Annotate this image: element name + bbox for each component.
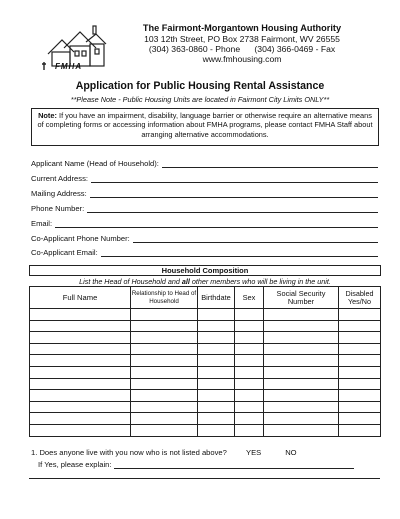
field-label: Co-Applicant Email: — [31, 248, 98, 257]
table-cell[interactable] — [30, 355, 131, 367]
table-row — [30, 378, 381, 390]
table-cell[interactable] — [264, 424, 339, 436]
table-cell[interactable] — [30, 378, 131, 390]
table-row — [30, 413, 381, 425]
logo-text: FMHA — [55, 62, 83, 71]
table-cell[interactable] — [235, 413, 264, 425]
field-label: Current Address: — [31, 174, 88, 183]
table-cell[interactable] — [339, 424, 381, 436]
table-cell[interactable] — [30, 366, 131, 378]
org-website: www.fmhousing.com — [202, 54, 282, 64]
table-row — [30, 320, 381, 332]
table-cell[interactable] — [235, 390, 264, 402]
table-cell[interactable] — [235, 401, 264, 413]
table-caption: Household Composition — [30, 266, 381, 276]
col-relationship: Relationship to Head of Household — [131, 287, 198, 309]
table-cell[interactable] — [30, 343, 131, 355]
col-sex: Sex — [235, 287, 264, 309]
field-co-applicant-phone[interactable] — [31, 232, 378, 243]
input-line[interactable] — [90, 189, 378, 198]
table-cell[interactable] — [131, 378, 198, 390]
table-cell[interactable] — [198, 309, 235, 321]
col-full-name: Full Name — [30, 287, 131, 309]
table-row — [30, 401, 381, 413]
field-current-address[interactable] — [31, 172, 378, 183]
page-title: Application for Public Housing Rental Assistance — [75, 80, 325, 92]
note-label: Note: — [38, 111, 57, 120]
table-row — [30, 332, 381, 344]
table-cell[interactable] — [131, 320, 198, 332]
input-line[interactable] — [87, 204, 378, 213]
field-phone-number[interactable] — [31, 202, 378, 213]
table-cell[interactable] — [339, 378, 381, 390]
table-row — [30, 424, 381, 436]
table-cell[interactable] — [30, 390, 131, 402]
field-label: Mailing Address: — [31, 189, 87, 198]
table-cell[interactable] — [131, 390, 198, 402]
input-line[interactable] — [101, 248, 378, 257]
table-row — [30, 390, 381, 402]
table-cell[interactable] — [235, 378, 264, 390]
table-row — [30, 309, 381, 321]
table-cell[interactable] — [339, 413, 381, 425]
table-cell[interactable] — [264, 343, 339, 355]
input-line[interactable] — [114, 460, 354, 469]
table-cell[interactable] — [235, 366, 264, 378]
table-cell[interactable] — [235, 320, 264, 332]
table-cell[interactable] — [131, 401, 198, 413]
table-cell[interactable] — [264, 390, 339, 402]
table-cell[interactable] — [30, 320, 131, 332]
table-cell[interactable] — [339, 309, 381, 321]
table-cell[interactable] — [30, 332, 131, 344]
yes-no-options[interactable] — [246, 448, 321, 457]
table-cell[interactable] — [198, 390, 235, 402]
table-cell[interactable] — [235, 332, 264, 344]
table-cell[interactable] — [235, 355, 264, 367]
table-cell[interactable] — [30, 401, 131, 413]
table-body — [30, 309, 381, 437]
field-label: Applicant Name (Head of Household): — [31, 159, 159, 168]
table-cell[interactable] — [198, 366, 235, 378]
field-applicant-name[interactable] — [31, 157, 378, 168]
table-cell[interactable] — [131, 343, 198, 355]
table-cell[interactable] — [339, 343, 381, 355]
table-cell[interactable] — [235, 424, 264, 436]
table-cell[interactable] — [235, 309, 264, 321]
input-line[interactable] — [133, 234, 378, 243]
col-ssn: Social Security Number — [264, 287, 339, 309]
field-label: Phone Number: — [31, 204, 85, 213]
table-cell[interactable] — [198, 401, 235, 413]
input-line[interactable] — [91, 174, 378, 183]
table-cell[interactable] — [339, 320, 381, 332]
table-cell[interactable] — [264, 309, 339, 321]
field-email[interactable] — [31, 217, 378, 228]
field-explain[interactable] — [38, 458, 354, 469]
table-cell[interactable] — [339, 401, 381, 413]
table-cell[interactable] — [264, 413, 339, 425]
table-cell[interactable] — [339, 366, 381, 378]
table-cell[interactable] — [264, 401, 339, 413]
table-instruction: List the Head of Household and all other members who will be living in the unit. — [79, 276, 331, 286]
note-text: If you have an impairment, disability, language barrier or otherwise require an alternative means of completing forms or accessing information about FMHA programs, please contact FMHA Staff about arranging alternative accommodations. — [37, 111, 373, 139]
option-no[interactable]: NO — [285, 448, 297, 457]
table-cell[interactable] — [264, 320, 339, 332]
option-yes[interactable]: YES — [246, 448, 262, 457]
table-row — [30, 343, 381, 355]
explain-continuation-line[interactable] — [29, 478, 380, 479]
field-label: Co-Applicant Phone Number: — [31, 234, 130, 243]
org-name: The Fairmont-Morgantown Housing Authority — [142, 23, 342, 33]
input-line[interactable] — [55, 219, 378, 228]
table-cell[interactable] — [339, 332, 381, 344]
table-cell[interactable] — [131, 366, 198, 378]
question-other-residents: 1. Does anyone live with you now who is not listed above? — [31, 448, 227, 457]
table-cell[interactable] — [198, 332, 235, 344]
table-cell[interactable] — [131, 332, 198, 344]
accommodation-note — [31, 108, 379, 146]
table-cell[interactable] — [264, 332, 339, 344]
table-cell[interactable] — [131, 309, 198, 321]
field-label: If Yes, please explain: — [38, 460, 112, 469]
table-cell[interactable] — [264, 355, 339, 367]
table-cell[interactable] — [198, 343, 235, 355]
location-note: **Please Note - Public Housing Units are located in Fairmont City Limits ONLY** — [70, 95, 330, 104]
table-cell[interactable] — [131, 413, 198, 425]
field-mailing-address[interactable] — [31, 187, 378, 198]
org-phones: (304) 363-0860 - Phone (304) 366-0469 - Fax — [148, 44, 336, 54]
org-address: 103 12th Street, PO Box 2738 Fairmont, WV 26555 — [144, 34, 340, 44]
table-cell[interactable] — [131, 424, 198, 436]
table-cell[interactable] — [339, 355, 381, 367]
table-cell[interactable] — [30, 424, 131, 436]
table-row — [30, 366, 381, 378]
field-co-applicant-email[interactable] — [31, 246, 378, 257]
table-cell[interactable] — [198, 413, 235, 425]
field-label: Email: — [31, 219, 53, 228]
table-row — [30, 355, 381, 367]
table-cell[interactable] — [198, 378, 235, 390]
col-disabled: Disabled Yes/No — [339, 287, 381, 309]
input-line[interactable] — [162, 159, 378, 168]
table-cell[interactable] — [131, 355, 198, 367]
table-cell[interactable] — [198, 424, 235, 436]
table-cell[interactable] — [198, 355, 235, 367]
table-cell[interactable] — [30, 309, 131, 321]
table-cell[interactable] — [235, 343, 264, 355]
table-cell[interactable] — [264, 378, 339, 390]
table-cell[interactable] — [30, 413, 131, 425]
table-cell[interactable] — [198, 320, 235, 332]
household-composition-table — [29, 265, 381, 437]
col-birthdate: Birthdate — [198, 287, 235, 309]
table-cell[interactable] — [339, 390, 381, 402]
table-cell[interactable] — [264, 366, 339, 378]
